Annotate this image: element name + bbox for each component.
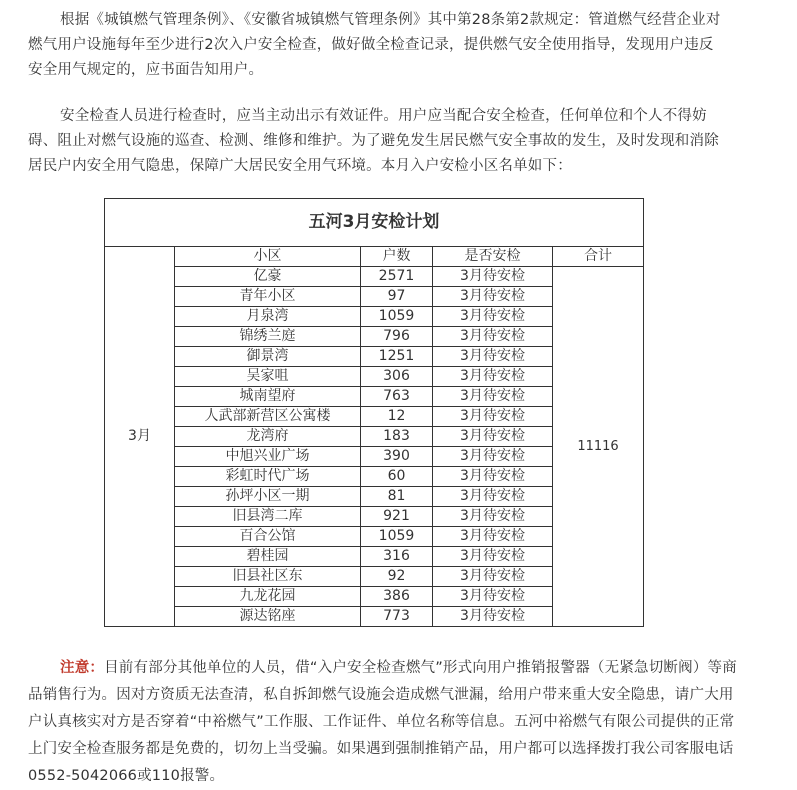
cell-status: 3月待安检	[433, 267, 553, 287]
table-row	[105, 267, 644, 287]
notice-text: 目前有部分其他单位的人员，借“入户安全检查燃气”形式向用户推销报警器（无紧急切断阀）等商品销售行为。因对方资质无法查清，私自拆卸燃气设施会造成燃气泄漏，给用户带来重大安全隐患，请广大用户认真核实对方是否穿着“中裕燃气”工作服、工作证件、单位名称等信息。五河中裕燃气有限公司提供的正常上门安全检查服务都是免费的，切勿上当受骗。如果遇到强制推销产品，用户都可以选择拨打我公司客服电话0552-5042066或110报警。	[28, 660, 737, 784]
cell-community: 九龙花园	[175, 587, 361, 607]
cell-status: 3月待安检	[433, 307, 553, 327]
cell-status: 3月待安检	[433, 467, 553, 487]
cell-community: 旧县社区东	[175, 567, 361, 587]
cell-status: 3月待安检	[433, 507, 553, 527]
cell-status: 3月待安检	[433, 447, 553, 467]
cell-households: 60	[361, 467, 433, 487]
cell-households: 316	[361, 547, 433, 567]
notice-paragraph	[28, 655, 738, 790]
header-status: 是否安检	[433, 247, 553, 267]
cell-households: 97	[361, 287, 433, 307]
intro-paragraph-inspection: 安全检查人员进行检查时，应当主动出示有效证件。用户应当配合安全检查，任何单位和个人不得妨碍、阻止对燃气设施的巡查、检测、维修和维护。为了避免发生居民燃气安全事故的发生，及时发现和消除居民户内安全用气隐患，保障广大居民安全用气环境。本月入户安检小区名单如下：	[28, 108, 719, 174]
cell-community: 吴家咀	[175, 367, 361, 387]
cell-community: 锦绣兰庭	[175, 327, 361, 347]
notice-label: 注意：	[60, 660, 105, 676]
cell-status: 3月待安检	[433, 387, 553, 407]
cell-status: 3月待安检	[433, 567, 553, 587]
cell-status: 3月待安检	[433, 327, 553, 347]
cell-status: 3月待安检	[433, 367, 553, 387]
cell-community: 御景湾	[175, 347, 361, 367]
cell-community: 中旭兴业广场	[175, 447, 361, 467]
cell-status: 3月待安检	[433, 487, 553, 507]
total-cell: 11116	[553, 267, 644, 627]
intro-paragraph-regulation: 根据《城镇燃气管理条例》、《安徽省城镇燃气管理条例》其中第28条第2款规定：管道燃气经营企业对燃气用户设施每年至少进行2次入户安全检查，做好做全检查记录，提供燃气安全使用指导，发现用户违反安全用气规定的，应书面告知用户。	[28, 12, 721, 78]
cell-households: 773	[361, 607, 433, 627]
cell-community: 源达铭座	[175, 607, 361, 627]
cell-community: 城南望府	[175, 387, 361, 407]
cell-status: 3月待安检	[433, 287, 553, 307]
cell-households: 12	[361, 407, 433, 427]
cell-status: 3月待安检	[433, 427, 553, 447]
cell-community: 青年小区	[175, 287, 361, 307]
header-households: 户数	[361, 247, 433, 267]
cell-households: 921	[361, 507, 433, 527]
cell-households: 1059	[361, 527, 433, 547]
inspection-plan-table	[104, 198, 644, 627]
cell-households: 390	[361, 447, 433, 467]
cell-status: 3月待安检	[433, 607, 553, 627]
cell-community: 亿豪	[175, 267, 361, 287]
cell-community: 龙湾府	[175, 427, 361, 447]
cell-community: 百合公馆	[175, 527, 361, 547]
cell-households: 81	[361, 487, 433, 507]
cell-households: 2571	[361, 267, 433, 287]
cell-status: 3月待安检	[433, 587, 553, 607]
cell-community: 彩虹时代广场	[175, 467, 361, 487]
cell-status: 3月待安检	[433, 547, 553, 567]
cell-community: 人武部新营区公寓楼	[175, 407, 361, 427]
cell-households: 92	[361, 567, 433, 587]
cell-households: 763	[361, 387, 433, 407]
cell-households: 1251	[361, 347, 433, 367]
table-title-row	[105, 199, 644, 247]
cell-status: 3月待安检	[433, 527, 553, 547]
table-header-row	[105, 247, 644, 267]
cell-community: 旧县湾二库	[175, 507, 361, 527]
cell-households: 306	[361, 367, 433, 387]
header-community: 小区	[175, 247, 361, 267]
cell-households: 183	[361, 427, 433, 447]
cell-households: 1059	[361, 307, 433, 327]
cell-households: 386	[361, 587, 433, 607]
header-sum: 合计	[553, 247, 644, 267]
cell-households: 796	[361, 327, 433, 347]
cell-status: 3月待安检	[433, 407, 553, 427]
month-cell: 3月	[105, 247, 175, 627]
table-title: 五河3月安检计划	[105, 199, 644, 247]
cell-community: 孙坪小区一期	[175, 487, 361, 507]
cell-status: 3月待安检	[433, 347, 553, 367]
cell-community: 碧桂园	[175, 547, 361, 567]
cell-community: 月泉湾	[175, 307, 361, 327]
